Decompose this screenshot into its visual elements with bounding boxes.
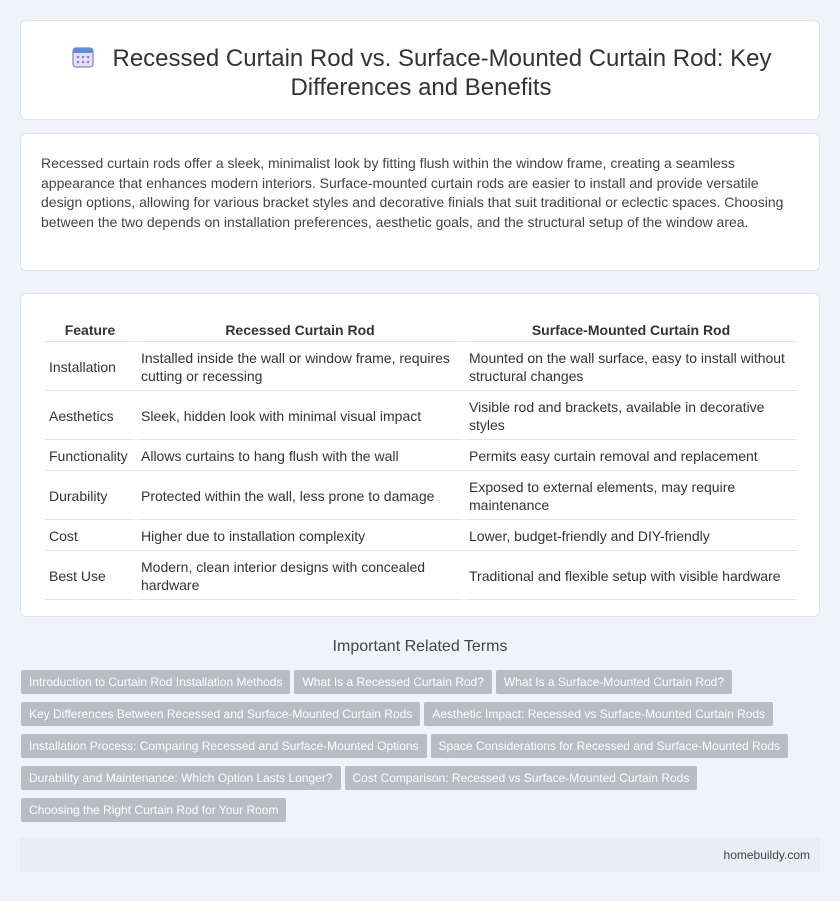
- related-term-tag[interactable]: What Is a Recessed Curtain Rod?: [294, 670, 491, 694]
- table-row: [45, 553, 797, 600]
- table-cell-surface: Lower, budget-friendly and DIY-friendly: [465, 522, 797, 551]
- header-feature: Feature: [45, 318, 135, 342]
- tag-row: [21, 766, 821, 798]
- table-row: [45, 473, 797, 520]
- table-cell-feature: Cost: [45, 522, 135, 551]
- tag-row: [21, 734, 821, 766]
- related-terms-heading: Important Related Terms: [332, 638, 508, 655]
- related-term-tag[interactable]: Key Differences Between Recessed and Surface-Mounted Curtain Rods: [21, 702, 420, 726]
- related-term-tag[interactable]: Cost Comparison: Recessed vs Surface-Mounted Curtain Rods: [345, 766, 698, 790]
- related-term-tag[interactable]: Space Considerations for Recessed and Surface-Mounted Rods: [431, 734, 789, 758]
- comparison-table-card: [20, 293, 820, 617]
- header-surface-mounted: Surface-Mounted Curtain Rod: [465, 318, 797, 342]
- table-cell-feature: Best Use: [45, 553, 135, 600]
- related-term-tag[interactable]: What Is a Surface-Mounted Curtain Rod?: [496, 670, 732, 694]
- footer-site-link[interactable]: homebuildy.com: [723, 848, 810, 862]
- table-cell-feature: Aesthetics: [45, 393, 135, 440]
- title-card: [20, 20, 820, 120]
- related-term-tag[interactable]: Durability and Maintenance: Which Option Lasts Longer?: [21, 766, 341, 790]
- table-cell-recessed: Installed inside the wall or window frame, requires cutting or recessing: [137, 344, 463, 391]
- table-cell-feature: Installation: [45, 344, 135, 391]
- table-cell-recessed: Allows curtains to hang flush with the wall: [137, 442, 463, 471]
- table-cell-surface: Exposed to external elements, may require maintenance: [465, 473, 797, 520]
- related-term-tag[interactable]: Aesthetic Impact: Recessed vs Surface-Mounted Curtain Rods: [424, 702, 773, 726]
- intro-paragraph: Recessed curtain rods offer a sleek, minimalist look by fitting flush within the window frame, creating a seamless appearance that enhances modern interiors. Surface-mounted curtain rods are easier to install and provide versatile design options, allowing for various bracket styles and decorative finials that suit traditional or eclectic spaces. Choosing between the two depends on installation preferences, aesthetic goals, and the structural setup of the window area.: [41, 155, 784, 230]
- table-row: [45, 344, 797, 391]
- tag-row: [21, 702, 821, 734]
- page-title-text: Recessed Curtain Rod vs. Surface-Mounted Curtain Rod: Key Differences and Benefits: [112, 45, 772, 101]
- intro-card: [20, 133, 820, 271]
- table-cell-recessed: Sleek, hidden look with minimal visual impact: [137, 393, 463, 440]
- table-cell-recessed: Higher due to installation complexity: [137, 522, 463, 551]
- header-recessed: Recessed Curtain Rod: [137, 318, 463, 342]
- footer: [20, 838, 820, 872]
- related-term-tag[interactable]: Installation Process: Comparing Recessed and Surface-Mounted Options: [21, 734, 427, 758]
- related-terms-list: [21, 670, 821, 830]
- table-cell-feature: Functionality: [45, 442, 135, 471]
- table-cell-surface: Visible rod and brackets, available in decorative styles: [465, 393, 797, 440]
- table-cell-recessed: Protected within the wall, less prone to damage: [137, 473, 463, 520]
- comparison-table: [43, 316, 799, 602]
- tag-row: [21, 798, 821, 830]
- table-cell-surface: Traditional and flexible setup with visible hardware: [465, 553, 797, 600]
- table-cell-recessed: Modern, clean interior designs with concealed hardware: [137, 553, 463, 600]
- related-term-tag[interactable]: Introduction to Curtain Rod Installation Methods: [21, 670, 290, 694]
- tag-row: [21, 670, 821, 702]
- table-cell-surface: Permits easy curtain removal and replacement: [465, 442, 797, 471]
- table-row: [45, 522, 797, 551]
- table-cell-surface: Mounted on the wall surface, easy to install without structural changes: [465, 344, 797, 391]
- table-row: [45, 442, 797, 471]
- related-term-tag[interactable]: Choosing the Right Curtain Rod for Your Room: [21, 798, 286, 822]
- table-row: [45, 393, 797, 440]
- table-header-row: [45, 318, 797, 342]
- page-title: [21, 44, 821, 102]
- calendar-icon: [71, 45, 95, 69]
- table-cell-feature: Durability: [45, 473, 135, 520]
